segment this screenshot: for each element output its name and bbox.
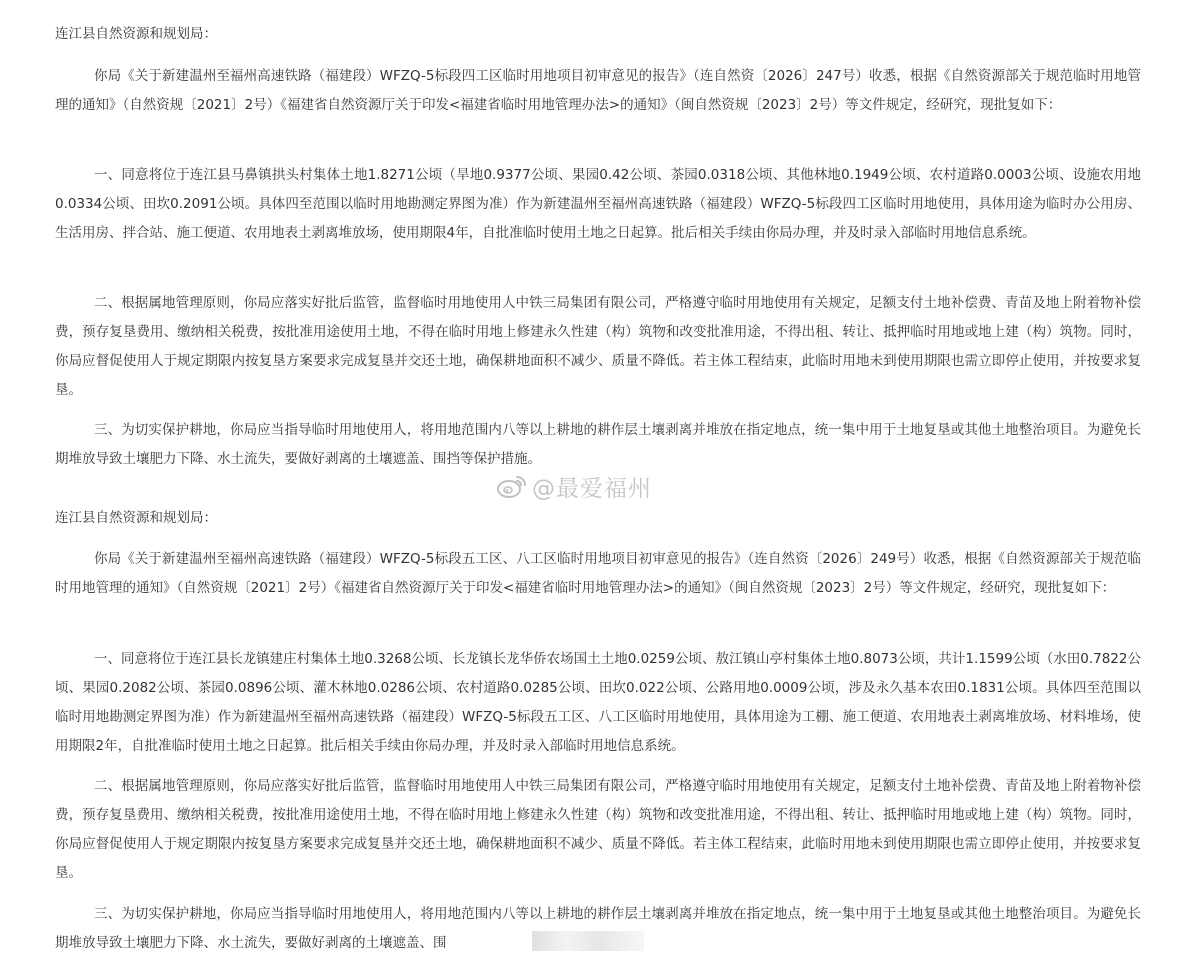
weibo-icon bbox=[496, 473, 528, 499]
weibo-watermark bbox=[496, 471, 652, 501]
letter2-intro-paragraph: 你局《关于新建温州至福州高速铁路（福建段）WFZQ-5标段五工区、八工区临时用地项目初审意见的报告》（连自然资〔2026〕249号）收悉，根据《自然资源部关于规范临时用地管理的通知》（自然资规〔2021〕2号）《福建省自然资源厅关于印发<福建省临时用地管理办法>的通知》（闽自然资规〔2023〕2号）等文件规定，经研究，现批复如下： bbox=[55, 551, 1141, 596]
letter1-item1-paragraph: 一、同意将位于连江县马鼻镇拱头村集体土地1.8271公顷（旱地0.9377公顷、果园0.42公顷、茶园0.0318公顷、其他林地0.1949公顷、农村道路0.0003公顷、设施农用地0.0334公顷、田坎0.2091公顷。具体四至范围以临时用地勘测定界图为准）作为新建温州至福州高速铁路（福建段）WFZQ-5标段四工区临时用地使用，具体用途为临时办公用房、生活用房、拌合站、施工便道、农用地表土剥离堆放场，使用期限4年，自批准临时使用土地之日起算。批后相关手续由你局办理，并及时录入部临时用地信息系统。 bbox=[55, 167, 1141, 241]
letter2-item2-paragraph: 二、根据属地管理原则，你局应落实好批后监管，监督临时用地使用人中铁三局集团有限公司，严格遵守临时用地使用有关规定，足额支付土地补偿费、青苗及地上附着物补偿费，预存复垦费用、缴纳相关税费，按批准用途使用土地，不得在临时用地上修建永久性建（构）筑物和改变批准用途，不得出租、转让、抵押临时用地或地上建（构）筑物。同时，你局应督促使用人于规定期限内按复垦方案要求完成复垦并交还土地，确保耕地面积不减少、质量不降低。若主体工程结束，此临时用地未到使用期限也需立即停止使用，并按要求复垦。 bbox=[55, 778, 1141, 881]
redaction-overlay bbox=[532, 931, 644, 951]
letter1-item2-paragraph: 二、根据属地管理原则，你局应落实好批后监管，监督临时用地使用人中铁三局集团有限公司，严格遵守临时用地使用有关规定，足额支付土地补偿费、青苗及地上附着物补偿费，预存复垦费用、缴纳相关税费，按批准用途使用土地，不得在临时用地上修建永久性建（构）筑物和改变批准用途，不得出租、转让、抵押临时用地或地上建（构）筑物。同时，你局应督促使用人于规定期限内按复垦方案要求完成复垦并交还土地，确保耕地面积不减少、质量不降低。若主体工程结束，此临时用地未到使用期限也需立即停止使用，并按要求复垦。 bbox=[55, 295, 1141, 398]
letter1-item3-paragraph: 三、为切实保护耕地，你局应当指导临时用地使用人，将用地范围内八等以上耕地的耕作层土壤剥离并堆放在指定地点，统一集中用于土地复垦或其他土地整治项目。为避免长期堆放导致土壤肥力下降、水土流失，要做好剥离的土壤遮盖、围挡等保护措施。 bbox=[55, 422, 1141, 467]
letter1-salutation: 连江县自然资源和规划局： bbox=[55, 26, 217, 42]
letter2-salutation: 连江县自然资源和规划局： bbox=[55, 510, 217, 526]
letter2-item1-paragraph: 一、同意将位于连江县长龙镇建庄村集体土地0.3268公顷、长龙镇长龙华侨农场国土土地0.0259公顷、敖江镇山亭村集体土地0.8073公顷，共计1.1599公顷（水田0.7822公顷、果园0.2082公顷、茶园0.0896公顷、灌木林地0.0286公顷、农村道路0.0285公顷、田坎0.022公顷、公路用地0.0009公顷，涉及永久基本农田0.1831公顷。具体四至范围以临时用地勘测定界图为准）作为新建温州至福州高速铁路（福建段）WFZQ-5标段五工区、八工区临时用地使用，具体用途为工棚、施工便道、农用地表土剥离堆放场、材料堆场，使用期限2年，自批准临时使用土地之日起算。批后相关手续由你局办理，并及时录入部临时用地信息系统。 bbox=[55, 651, 1141, 754]
letter1-intro-paragraph: 你局《关于新建温州至福州高速铁路（福建段）WFZQ-5标段四工区临时用地项目初审意见的报告》（连自然资〔2026〕247号）收悉，根据《自然资源部关于规范临时用地管理的通知》（自然资规〔2021〕2号）《福建省自然资源厅关于印发<福建省临时用地管理办法>的通知》（闽自然资规〔2023〕2号）等文件规定，经研究，现批复如下： bbox=[55, 68, 1141, 113]
letter2-item3-paragraph: 三、为切实保护耕地，你局应当指导临时用地使用人，将用地范围内八等以上耕地的耕作层土壤剥离并堆放在指定地点，统一集中用于土地复垦或其他土地整治项目。为避免长期堆放导致土壤肥力下降、水土流失，要做好剥离的土壤遮盖、围 bbox=[55, 906, 1141, 951]
watermark-text: @最爱福州 bbox=[532, 475, 652, 502]
